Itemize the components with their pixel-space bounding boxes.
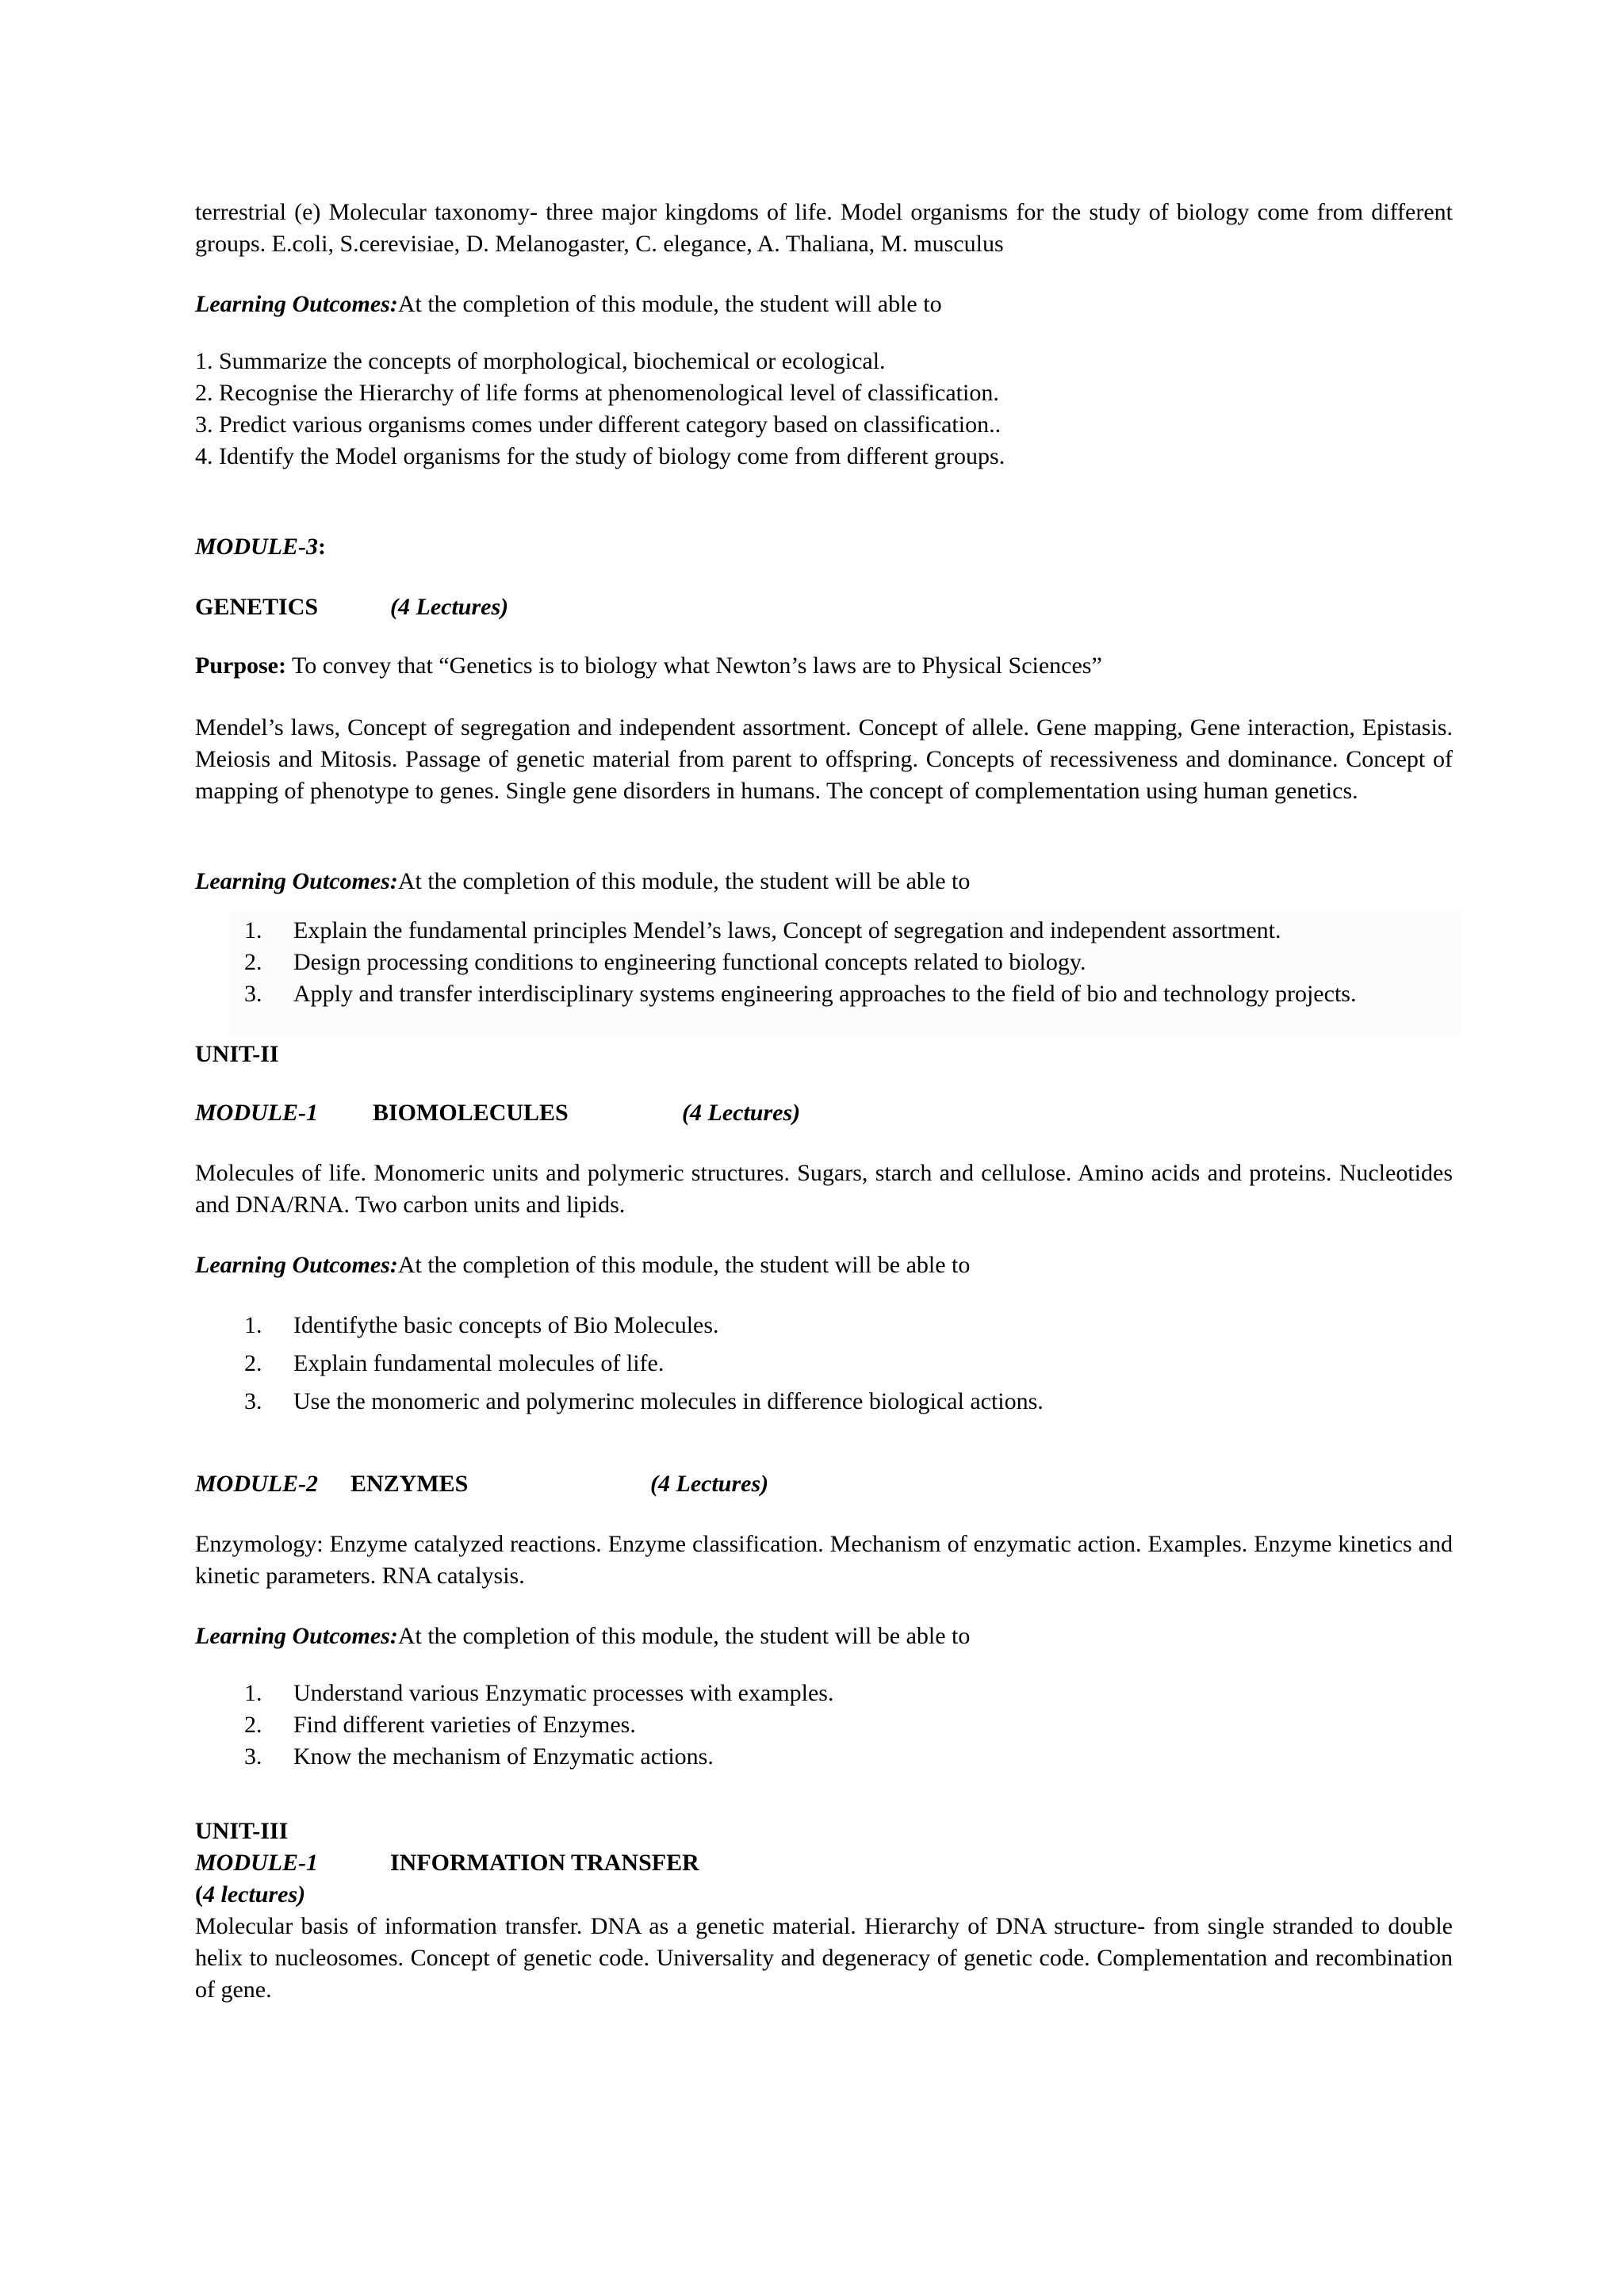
list-number: 2. <box>244 949 262 975</box>
learning-outcomes-intro <box>195 1621 1453 1652</box>
outcomes-list-biomolecules <box>195 1307 1464 1421</box>
intro-paragraph: terrestrial (e) Molecular taxonomy- three major kingdoms of life. Model organisms for the study of biology come from different groups. E.coli, S.cerevisiae, D. Melanogaster, C. elegance, A. Thaliana, M. musculus <box>195 199 1453 257</box>
genetics-lectures: (4 Lectures) <box>390 594 509 620</box>
module-3-colon: : <box>318 534 326 560</box>
list-item <box>195 978 1464 1010</box>
list-text: Explain fundamental molecules of life. <box>293 1350 665 1376</box>
module-3-label: MODULE-3 <box>195 534 318 560</box>
genetics-title: GENETICS <box>195 594 319 620</box>
list-item: 3. Predict various organisms comes under different category based on classification.. <box>195 411 1002 438</box>
list-text: Explain the fundamental principles Mendel’s laws, Concept of segregation and independent assortment. <box>293 917 1281 943</box>
information-transfer-title: INFORMATION TRANSFER <box>390 1850 699 1876</box>
outcomes-list-module-2 <box>195 346 1453 473</box>
list-item: 2. Recognise the Hierarchy of life forms at phenomenological level of classification. <box>195 380 999 406</box>
list-number: 1. <box>244 917 262 943</box>
list-item <box>195 1741 1464 1773</box>
learning-outcomes-text: At the completion of this module, the student will able to <box>397 291 942 317</box>
list-number: 2. <box>244 1712 262 1738</box>
list-item: 4. Identify the Model organisms for the study of biology come from different groups. <box>195 443 1005 469</box>
learning-outcomes-label: Learning Outcomes: <box>195 291 398 317</box>
list-number: 3. <box>244 1743 262 1770</box>
list-item <box>195 915 1464 947</box>
outcomes-list-module-3 <box>195 915 1464 1010</box>
information-transfer-lectures <box>195 1879 1453 1911</box>
biomolecules-title: BIOMOLECULES <box>373 1100 569 1126</box>
information-transfer-body: Molecular basis of information transfer. DNA as a genetic material. Hierarchy of DNA structure- from single stranded to double helix to nucleosomes. Concept of genetic code. Universality and degeneracy of genetic code. Complementation and recombination of gene. <box>195 1913 1453 2003</box>
list-text: Identifythe basic concepts of Bio Molecules. <box>293 1312 719 1338</box>
module-2-label: MODULE-2 <box>195 1471 318 1497</box>
module-1-label: MODULE-1 <box>195 1850 318 1876</box>
unit-2-heading: UNIT-II <box>195 1041 279 1067</box>
lectures-paren: ( <box>195 1881 203 1908</box>
module-3-heading <box>195 531 1453 563</box>
enzymes-body: Enzymology: Enzyme catalyzed reactions. Enzyme classification. Mechanism of enzymatic action. Examples. Enzyme kinetics and kinetic parameters. RNA catalysis. <box>195 1531 1453 1589</box>
learning-outcomes-intro <box>195 866 1453 897</box>
enzymes-lectures: (4 Lectures) <box>650 1471 769 1497</box>
list-item <box>195 947 1464 978</box>
outcomes-list-enzymes <box>195 1678 1464 1773</box>
learning-outcomes-label: Learning Outcomes: <box>195 868 398 894</box>
genetics-body: Mendel’s laws, Concept of segregation and independent assortment. Concept of allele. Gene mapping, Gene interaction, Epistasis. Meiosis and Mitosis. Passage of genetic material from parent to offspring. Concepts of recessiveness and dominance. Concept of mapping of phenotype to genes. Single gene disorders in humans. The concept of complementation using human genetics. <box>195 714 1453 804</box>
list-number: 1. <box>244 1680 262 1706</box>
list-number: 3. <box>244 981 262 1007</box>
module-1-label: MODULE-1 <box>195 1100 318 1126</box>
learning-outcomes-label: Learning Outcomes: <box>195 1252 398 1278</box>
learning-outcomes-text: At the completion of this module, the student will be able to <box>397 1623 971 1649</box>
information-transfer-title-line <box>195 1847 1453 1879</box>
enzymes-title-line <box>195 1468 1453 1500</box>
list-number: 2. <box>244 1350 262 1376</box>
list-text: Design processing conditions to engineering functional concepts related to biology. <box>293 949 1086 975</box>
list-number: 3. <box>244 1388 262 1414</box>
learning-outcomes-text: At the completion of this module, the student will be able to <box>397 1252 971 1278</box>
list-text: Know the mechanism of Enzymatic actions. <box>293 1743 714 1770</box>
enzymes-title: ENZYMES <box>350 1471 469 1497</box>
list-text: Find different varieties of Enzymes. <box>293 1712 636 1738</box>
purpose-line <box>195 650 1453 682</box>
unit-3-heading: UNIT-III <box>195 1818 289 1844</box>
genetics-title-line <box>195 591 1453 623</box>
learning-outcomes-intro <box>195 289 1453 320</box>
learning-outcomes-label: Learning Outcomes: <box>195 1623 398 1649</box>
list-item <box>195 1678 1464 1709</box>
list-item: 1. Summarize the concepts of morphological, biochemical or ecological. <box>195 348 886 374</box>
list-number: 1. <box>244 1312 262 1338</box>
biomolecules-body: Molecules of life. Monomeric units and polymeric structures. Sugars, starch and cellulose. Amino acids and proteins. Nucleotides and DNA/RNA. Two carbon units and lipids. <box>195 1160 1453 1218</box>
purpose-text: To convey that “Genetics is to biology what Newton’s laws are to Physical Sciences” <box>286 652 1102 679</box>
list-text: Understand various Enzymatic processes with examples. <box>293 1680 834 1706</box>
list-item <box>195 1709 1464 1741</box>
biomolecules-title-line <box>195 1097 1453 1129</box>
purpose-label: Purpose: <box>195 652 286 679</box>
list-text: Use the monomeric and polymerinc molecules in difference biological actions. <box>293 1388 1044 1414</box>
biomolecules-lectures: (4 Lectures) <box>682 1100 801 1126</box>
lectures-text: 4 lectures) <box>203 1881 306 1908</box>
list-item <box>195 1307 1464 1345</box>
learning-outcomes-intro <box>195 1249 1453 1281</box>
list-item <box>195 1345 1464 1383</box>
list-item <box>195 1383 1464 1421</box>
learning-outcomes-text: At the completion of this module, the student will be able to <box>397 868 971 894</box>
list-text: Apply and transfer interdisciplinary systems engineering approaches to the field of bio and technology projects. <box>293 981 1357 1007</box>
